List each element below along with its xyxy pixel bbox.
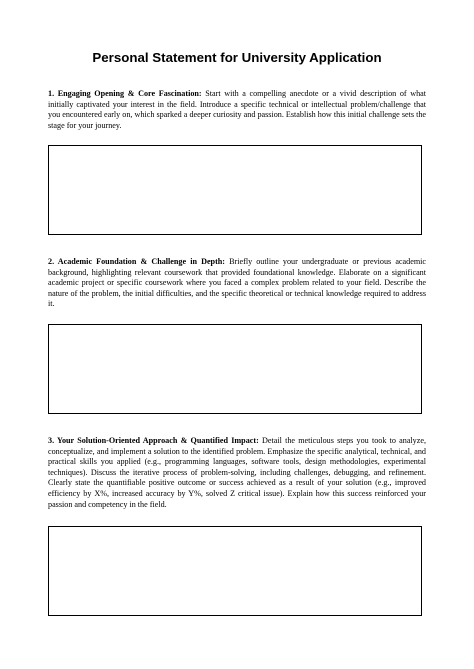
section-1-answer-box[interactable] [48,145,422,235]
section-3-body: Detail the meticulous steps you took to analyze, conceptualize, and implement a solution to the identified problem. Emphasize the specific analytical, technical, and practical skills you applied (e.g., programming languages, software tools, design methodologies, experimental techniques). Discuss the iterative process of problem-solving, including challenges, debugging, and refinement. Clearly state the quantifiable positive outcome or success achieved as a result of your solution (e.g., improved efficiency by X%, increased accuracy by Y%, solved Z critical issue). Explain how this success reinforced your passion and competency in the field. [48,436,426,509]
section-1-heading: 1. Engaging Opening & Core Fascination: [48,89,202,98]
section-2-heading: 2. Academic Foundation & Challenge in Depth: [48,257,226,266]
section-1-body: Start with a compelling anecdote or a vivid description of what initially captivated your interest in the field. Introduce a specific technical or intellectual problem/challenge that you encountered early on, which sparked a deeper curiosity and passion. Establish how this initial challenge sets the stage for your journey. [48,89,426,130]
section-3-prompt [48,436,426,510]
page-title: Personal Statement for University Application [92,50,382,65]
section-2-body: Briefly outline your undergraduate or previous academic background, highlighting relevant coursework that provided foundational knowledge. Elaborate on a significant academic project or specific coursework where you faced a complex problem related to your field. Describe the nature of the problem, the initial difficulties, and the specific theoretical or technical knowledge required to address it. [48,257,426,309]
section-2-prompt [48,257,426,310]
section-3-answer-box[interactable] [48,526,422,616]
section-3-heading: 3. Your Solution-Oriented Approach & Quantified Impact: [48,436,259,445]
section-1-prompt [48,89,426,131]
section-2-answer-box[interactable] [48,324,422,414]
